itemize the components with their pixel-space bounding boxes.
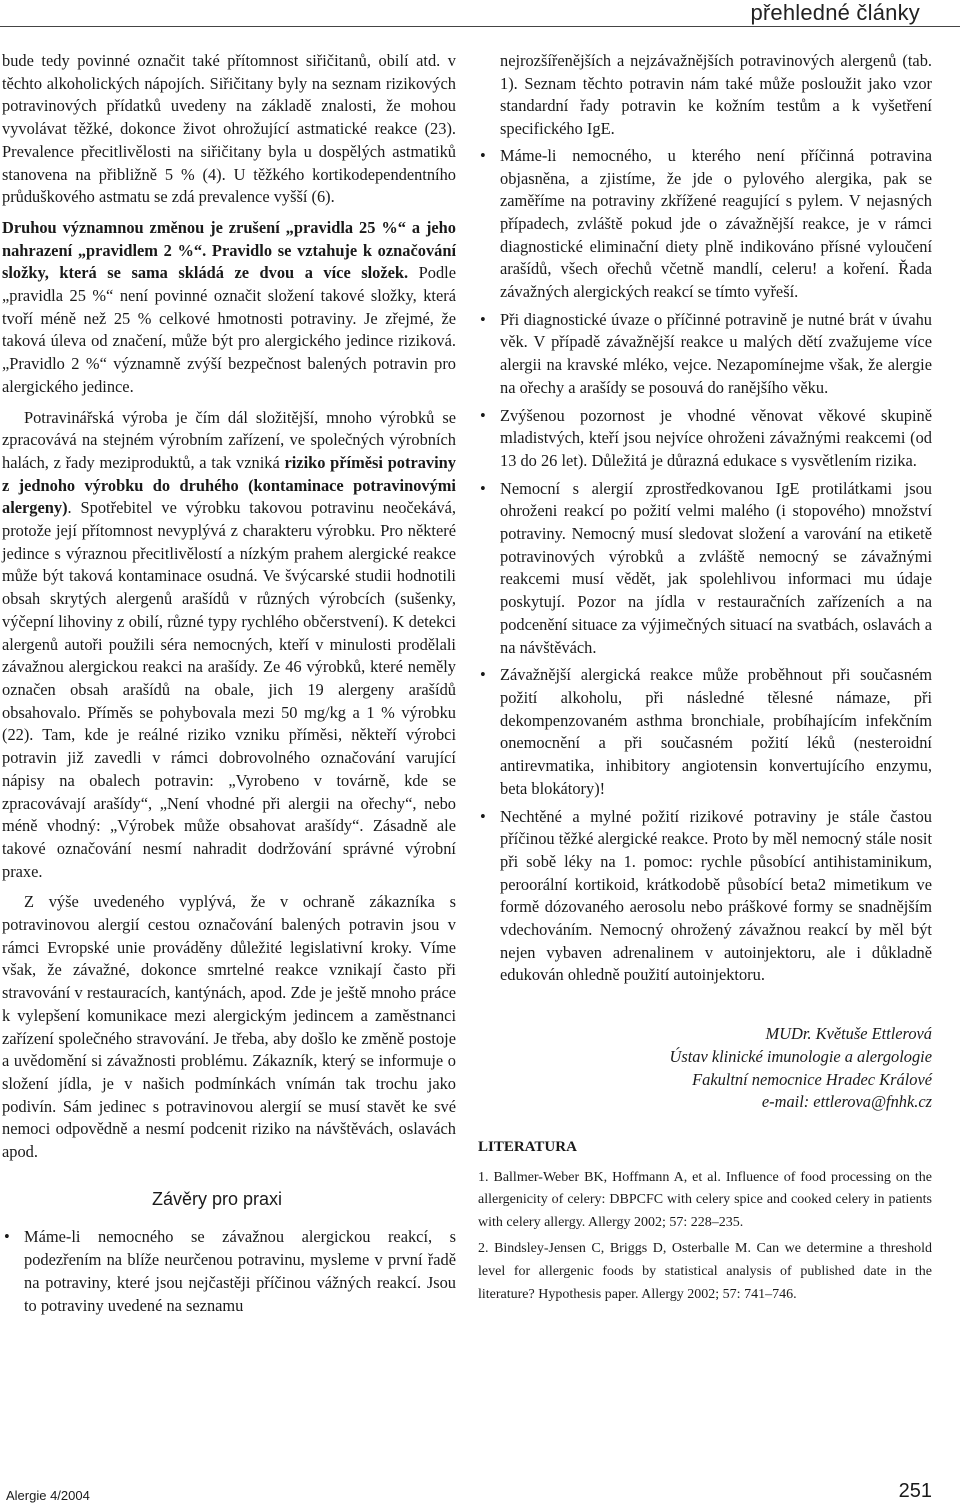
- list-item: • Závažnější alergická reakce může proběhnout při současném požití alkoholu, při následné tělesné námaze, při dekompenzovaném asthma bronchiale, probíhajícím infekčním onemocnění a při současném požití léků (nesteroidní antirevmatika, inhibitory angiotensin konvertujícího enzymu, beta blokátory)!: [478, 664, 932, 800]
- list-item: • Máme-li nemocného, u kterého není příčinná potravina objasněna, a zjistíme, že jde o pylového alergika, pak se zaměříme na potraviny zkřížené reagující s pylem. V nejasných případech, zvláště pokud jde o závažnější reakce, je v rámci diagnostické eliminační diety plně indikováno přísné vyloučení arašídů, všech ořechů včetně mandlí, celeru! a koření. Řada závažných alergických reakcí se tímto vyřeší.: [478, 145, 932, 304]
- journal-issue: Alergie 4/2004: [6, 1488, 90, 1503]
- list-item: • Nemocní s alergií zprostředkovanou IgE protilátkami jsou ohroženi reakcí po požití velmi malého (i stopového) množství potraviny. Nemocný musí sledovat složení a varování na etiketě potravinových výrobků a zvláště nemocný se závažnými reakcemi musí vědět, jak spolehlivou informaci mu údaje poskytují. Pozor na jídla v restauračních zařízeních a na podcenění situace za výjimečných situací na svatbách, oslavách a na návštěvách.: [478, 478, 932, 660]
- header-rule: [0, 26, 960, 27]
- text-run: Potravinářská výroba je čím dál složitější, mnoho výrobků se zpracovává na stejném výrobním zařízení, ve společných výrobních halách, z řady meziproduktů, a tak vzniká: [2, 407, 456, 472]
- paragraph: nejrozšířenějších a nejzávažnějších potravinových alergenů (tab. 1). Seznam těchto potravin nám také může posloužit jako vzor standardní řady potravin ke kožním testům a k vyšetření specifického IgE.: [500, 51, 932, 139]
- author-department: Ústav klinické imunologie a alergologie: [669, 1046, 932, 1066]
- author-email: e-mail: ettlerova@fnhk.cz: [761, 1092, 932, 1112]
- text-run: . Spotřebitel ve výrobku takovou potravinu neočekává, protože její přítomnost nevyplývá z charakteru výrobku. Pro některé jedince s výraznou přecitlivělostí a nízkým prahem alergické reakce může být taková kontaminace osudná. Ve švýcarské studii hodnotili obsah skrytých alergenů arašídů v různých výrobcích (sušenky, výčepní lihoviny z obilí, různé typy rychlého občerstvení). K detekci alergenů autoři použili séra nemocných, kteří v minulosti prodělali závažnou alergickou reakci na arašídy. Ze 46 výrobků, které neměly označen obsah arašídů na obale, jich 19 alergeny arašídů obsahovalo. Příměs se pohybovala mezi 50 mg/kg a 1 % výrobku (22). Tam, kde je reálné riziko vzniku příměsi, někteří výrobci potravin již zavedli v rámci dobrovolného označování varující nápisy na obalech potravin: „Vyrobeno v továrně, kde se zpracovávají arašídy“, „Není vhodné při alergii na ořechy“, nebo méně vhodný: „Výrobek může obsahovat arašídy“. Zásadně ale takové označování nesmí nahradit dodržování správné výrobní praxe.: [2, 498, 456, 881]
- paragraph: [2, 407, 456, 884]
- list-item: • Máme-li nemocného se závažnou alergickou reakcí, s podezřením na blíže neurčenou potravinu, mysleme v první řadě na potraviny, které jsou nejčastěji příčinou vážných reakcí. Jsou to potraviny uvedené na seznamu: [2, 1226, 456, 1317]
- paragraph: bude tedy povinné označit také přítomnost siřičitanů, obilí atd. v těchto alkoholických nápojích. Siřičitany byly na seznam rizikových potravinových přídatků uvedeny na základě znalosti, že mohou vyvolávat těžké, dokonce život ohrožující astmatické reakce (23). Prevalence přecitlivělosti na siřičitany byla u dospělých astmatiků stanovena na přibližně 5 % (4). U těžkého kortikodependentního průduškového astmatu se zdá prevalence vyšší (6).: [2, 51, 456, 207]
- section-title: přehledné články: [740, 0, 920, 26]
- page-number: 251: [898, 1480, 932, 1502]
- author-name: MUDr. Květuše Ettlerová: [765, 1024, 932, 1044]
- list-item: • Zvýšenou pozornost je vhodné věnovat věkové skupině mladistvých, kteří jsou nejvíce ohroženi závažnými reakcemi (od 13 do 26 let). Důležitá je důrazná edukace s vysvětlením rizika.: [478, 405, 932, 473]
- conclusions-list: [478, 145, 932, 987]
- text-run: Podle „pravidla 25 %“ není povinné označit složení takové složky, která tvoří méně než 25 % celkové hmotnosti potraviny. Je zřejmé, že taková úleva od značení, může být pro alergického jedince riziková. „Pravidlo 2 %“ významně zvýší bezpečnost balených potravin pro alergického jedince.: [2, 263, 456, 396]
- conclusions-list: [2, 1226, 456, 1317]
- references-title: LITERATURA: [478, 1138, 577, 1155]
- reference-item: 1. Ballmer-Weber BK, Hoffmann A, et al. Influence of food processing on the allergenicity of celery: DBPCFC with celery spice and cooked celery in patients with celery allergy. Allergy 2002; 57: 228–235.: [478, 1169, 932, 1230]
- left-column: [2, 50, 456, 1322]
- author-hospital: Fakultní nemocnice Hradec Králové: [692, 1069, 932, 1089]
- reference-item: 2. Bindsley-Jensen C, Briggs D, Osterballe M. Can we determine a threshold level for allergenic foods by statistical analysis of published date in the literature? Hypothesis paper. Allergy 2002; 57: 741–746.: [478, 1241, 932, 1302]
- references-list: [478, 1167, 932, 1307]
- subheading: Závěry pro praxi: [152, 1188, 283, 1209]
- paragraph: Z výše uvedeného vyplývá, že v ochraně zákazníka s potravinovou alergií cestou označování balených potravin jsou v rámci Evropské unie prováděny důležité legislativní kroky. Víme však, že závažné, dokonce smrtelné reakce vznikají často při stravování v restauracích, kantýnách, apod. Zde je ještě mnoho práce k vylepšení komunikace mezi alergickým jedincem a zaměstnanci zařízení společného stravování. Je třeba, aby došlo ke změně postoje a uvědomění si závažnosti problému. Zákazník, který se informuje o složení jídla, je v našich podmínkách vnímán tak trochu jako podivín. Sám jedinec s potravinovou alergií se musí stavět ke své nemoci odpovědně a nesmí podcenit riziko na návštěvách, oslavách apod.: [2, 892, 456, 1162]
- right-column: [478, 50, 932, 1310]
- author-signature: [478, 1023, 932, 1114]
- bold-text: riziko příměsi potraviny z jednoho výrobku do druhého (kontaminace potravinovými alergeny): [2, 452, 456, 518]
- bold-text: Druhou významnou změnou je zrušení „pravidla 25 %“ a jeho nahrazení „pravidlem 2 %“. Pravidlo se vztahuje k označování složky, která se sama skládá ze dvou a více složek.: [2, 217, 456, 283]
- list-item: • Při diagnostické úvaze o příčinné potravině je nutné brát v úvahu věk. V případě závažnější reakce u malých dětí zvažujeme více alergii na kravské mléko, vejce. Nezapomínejme však, že alergie na ořechy a arašídy se posouvá do ranějšího věku.: [478, 309, 932, 400]
- list-item: • Nechtěné a mylné požití rizikové potraviny je stále častou příčinou těžké alergické reakce. Proto by měl nemocný stále nosit při sobě léky na 1. pomoc: rychle působící antihistaminikum, peroorální kortikoid, krátkodobě působící beta2 mimetikum ve formě dózovaného aerosolu nebo práškové formy se snadnějším vdechováním. Nemocný ohrožený závažnou reakcí by měl být nejen vybaven adrenalinem v autoinjektoru, ale i důkladně edukován ohledně použití autoinjektoru.: [478, 806, 932, 988]
- paragraph: [2, 217, 456, 399]
